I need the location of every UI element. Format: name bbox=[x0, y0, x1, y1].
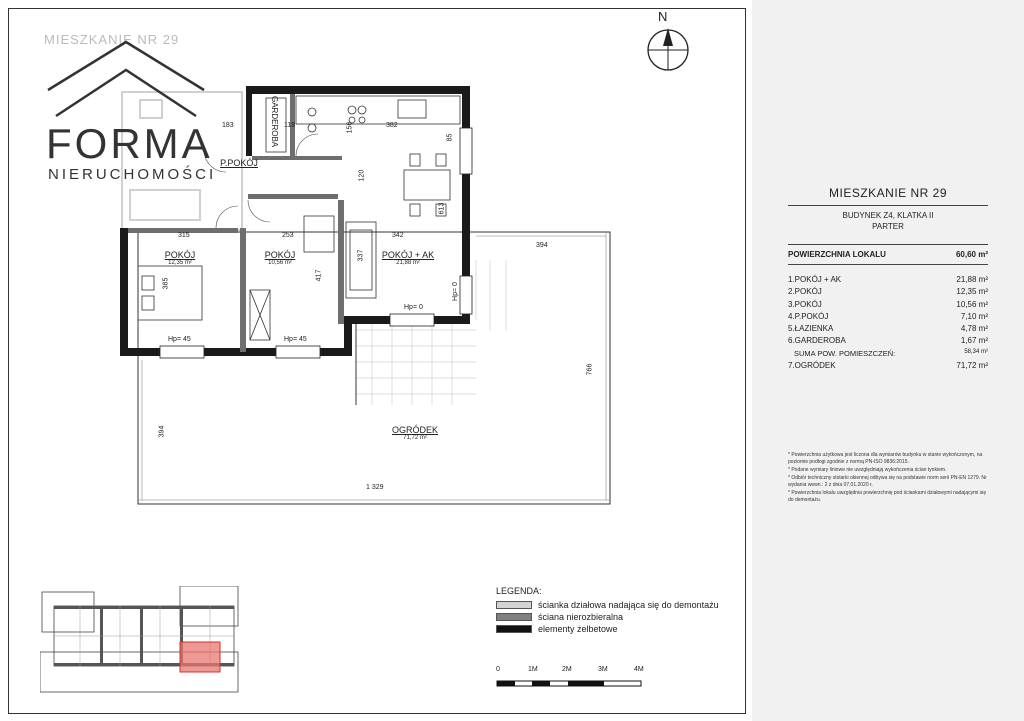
sum-row bbox=[788, 349, 988, 361]
window-height-label: Hp= 0 bbox=[451, 282, 459, 301]
garden-area bbox=[138, 232, 610, 504]
room-row bbox=[788, 312, 988, 324]
summary-panel bbox=[752, 0, 1024, 721]
room-name: GARDEROBA bbox=[270, 96, 279, 148]
room-area: 71,72 m² bbox=[403, 435, 427, 441]
total-area-label: POWIERZCHNIA LOKALU bbox=[788, 250, 886, 259]
dimension-label: 120 bbox=[358, 169, 366, 182]
window-height-label: Hp= 45 bbox=[284, 336, 307, 343]
room-row-label: 4.P.POKÓJ bbox=[788, 311, 829, 321]
room-row bbox=[788, 275, 988, 287]
key-plan-icon bbox=[40, 586, 240, 696]
room-label-garderoba bbox=[259, 96, 279, 147]
dimension-label: 417 bbox=[315, 269, 323, 282]
room-name: POKÓJ bbox=[264, 250, 296, 260]
total-area-value: 60,60 m² bbox=[955, 250, 988, 259]
scale-tick-label: 0 bbox=[496, 666, 500, 673]
legend-title: LEGENDA: bbox=[496, 586, 542, 596]
dimension-label: 385 bbox=[162, 277, 170, 290]
room-row-label: 6.GARDEROBA bbox=[788, 336, 846, 346]
room-label-pokoj-3 bbox=[250, 250, 310, 266]
legend-item bbox=[496, 623, 719, 635]
dimension-label: 253 bbox=[282, 232, 294, 239]
legend-item bbox=[496, 599, 719, 611]
room-row-label: 5.ŁAZIENKA bbox=[788, 324, 834, 334]
room-name: P.POKÓJ bbox=[220, 158, 258, 168]
room-label-ogrodek bbox=[380, 425, 450, 441]
room-row bbox=[788, 300, 988, 312]
north-label: N bbox=[658, 9, 668, 24]
room-row-label: 2.POKÓJ bbox=[788, 287, 822, 297]
room-label-pokoj-ak bbox=[368, 250, 448, 266]
legend-item-label: ścianka działowa nadająca się do demontażu bbox=[538, 600, 719, 610]
divider bbox=[788, 205, 988, 206]
dimension-label: 315 bbox=[178, 232, 190, 239]
logo-wordmark: FORMA bbox=[46, 120, 213, 167]
scale-tick-label: 3M bbox=[598, 666, 608, 673]
room-label-pokoj-2 bbox=[150, 250, 210, 266]
window-height-label: Hp= 45 bbox=[168, 336, 191, 343]
footnote: * Odbiór techniczny stolarki okiennej odbywa się na podstawie norm serii PN-EN 1279. Nr wydania wewn.: 2 z dnia 07.01.2020 r. bbox=[788, 475, 987, 488]
watermark-title: MIESZKANIE NR 29 bbox=[44, 32, 180, 47]
room-row bbox=[788, 287, 988, 299]
room-name: OGRÓDEK bbox=[391, 425, 438, 435]
window-height-label: Hp= 0 bbox=[404, 304, 423, 311]
legend-item-label: elementy żelbetowe bbox=[538, 624, 618, 634]
floor-info: PARTER bbox=[872, 222, 904, 231]
dimension-label: 118 bbox=[284, 122, 296, 129]
room-row-value: 1,67 m² bbox=[960, 336, 988, 346]
garden-row bbox=[788, 361, 988, 373]
north-arrow-icon bbox=[646, 8, 696, 74]
room-label-p-pokoj bbox=[214, 158, 264, 168]
footnotes bbox=[788, 452, 988, 505]
dimension-label: 183 bbox=[222, 122, 234, 129]
footnote: * Powierzchnia lokalu uwzględnia powierzchnię pod ściankami działowymi nadającymi się do demontażu. bbox=[788, 490, 987, 503]
room-row-value: 4,78 m² bbox=[960, 324, 988, 334]
room-area: 10,56 m² bbox=[268, 260, 292, 266]
legend-item-label: ściana nierozbieralna bbox=[538, 612, 624, 622]
footnote: * Podane wymiary liniowe nie uwzględniają wykończenia ścian tynkiem. bbox=[788, 467, 947, 473]
scale-bar bbox=[496, 666, 646, 694]
room-row-value: 12,35 m² bbox=[956, 287, 988, 297]
dimension-label: 1 329 bbox=[366, 484, 384, 491]
garden-label: 7.OGRÓDEK bbox=[788, 361, 836, 371]
legend-item bbox=[496, 611, 719, 623]
total-area-row bbox=[788, 250, 988, 259]
dimension-label: 766 bbox=[586, 363, 594, 376]
room-list bbox=[788, 275, 988, 373]
apartment-highlight bbox=[180, 642, 220, 672]
garden-value: 71,72 m² bbox=[956, 361, 988, 371]
dimension-label: 394 bbox=[536, 242, 548, 249]
legend bbox=[496, 586, 719, 635]
logo-subtitle: NIERUCHOMOŚCI bbox=[48, 166, 217, 183]
scale-bar-graphic bbox=[496, 679, 646, 689]
dimension-label: 613 bbox=[438, 202, 446, 215]
scale-tick-label: 2M bbox=[562, 666, 572, 673]
dimension-label: 85 bbox=[446, 133, 454, 142]
summary-title: MIESZKANIE NR 29 bbox=[828, 186, 948, 200]
room-area: 21,88 m² bbox=[396, 260, 420, 266]
room-row-label: 1.POKÓJ + AK bbox=[788, 275, 842, 284]
divider bbox=[788, 244, 988, 245]
dimension-label: 337 bbox=[357, 249, 365, 262]
scale-tick-label: 4M bbox=[634, 666, 644, 673]
dimension-label: 342 bbox=[392, 232, 404, 239]
legend-swatch bbox=[496, 601, 532, 609]
logo-roof-icon bbox=[44, 40, 214, 120]
room-row-label: 3.POKÓJ bbox=[788, 299, 822, 309]
building-info: BUDYNEK Z4, KLATKA II bbox=[842, 211, 934, 220]
room-row bbox=[788, 336, 988, 348]
dimension-label: 156 bbox=[346, 121, 354, 134]
room-name: POKÓJ bbox=[164, 250, 196, 260]
sum-value: 58,34 m² bbox=[964, 348, 988, 355]
room-row bbox=[788, 324, 988, 336]
room-row-value: 10,56 m² bbox=[956, 299, 988, 309]
room-row-value: 7,10 m² bbox=[960, 311, 988, 321]
room-area: 12,35 m² bbox=[168, 260, 192, 266]
legend-swatch bbox=[496, 613, 532, 621]
dimension-label: 382 bbox=[386, 122, 398, 129]
divider bbox=[788, 264, 988, 265]
dimension-label: 394 bbox=[158, 425, 166, 438]
scale-tick-label: 1M bbox=[528, 666, 538, 673]
legend-swatch bbox=[496, 625, 532, 633]
footnote: * Powierzchnia użytkowa jest liczona dla wymiarów budynku w stanie wykończonym, na poziomie podłogi zgodnie z normą PN-ISO 9836:2015. bbox=[788, 452, 983, 465]
sum-label: SUMA POW. POMIESZCZEŃ: bbox=[794, 348, 896, 358]
room-name: POKÓJ + AK bbox=[381, 250, 435, 260]
room-row-value: 21,88 m² bbox=[956, 275, 988, 284]
